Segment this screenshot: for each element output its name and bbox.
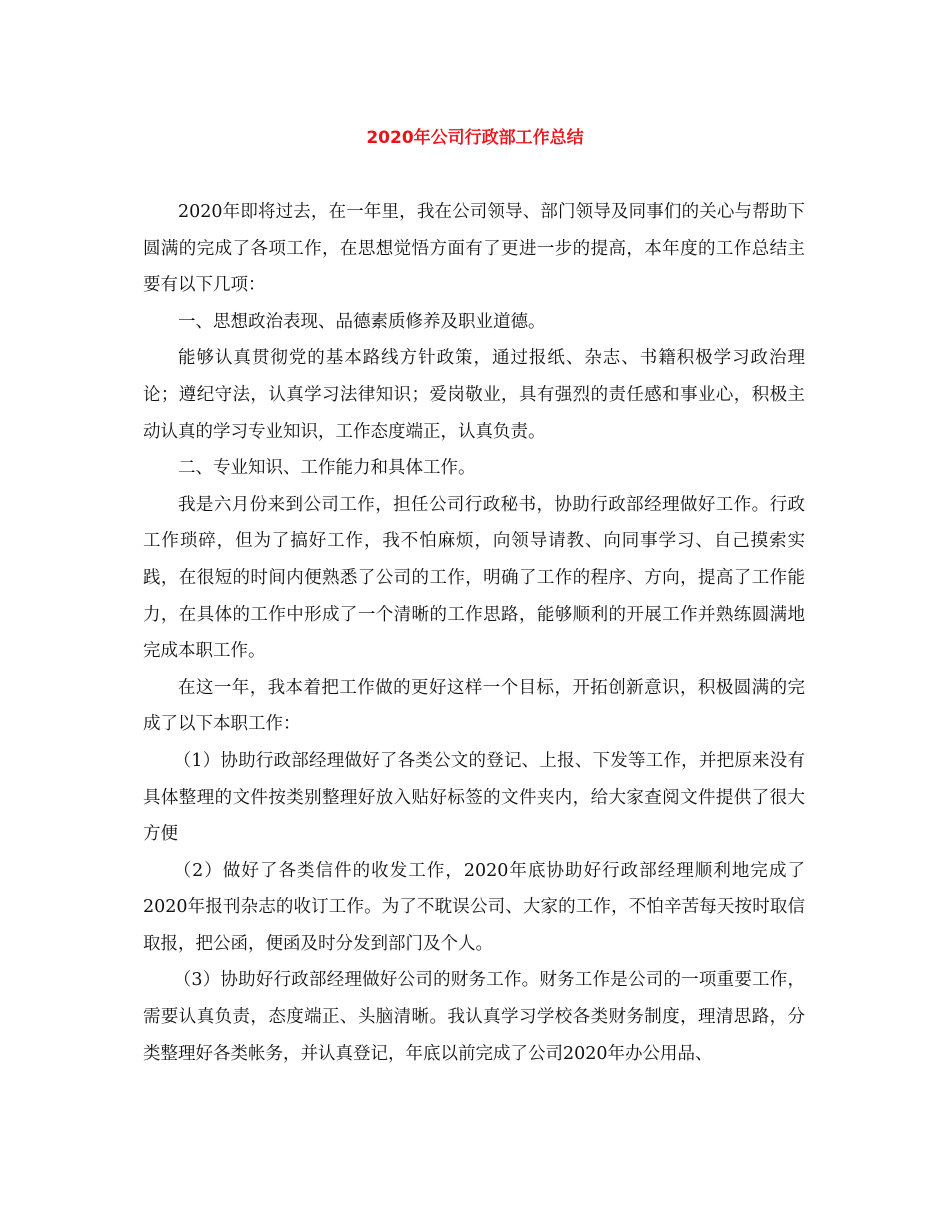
document-body <box>143 194 805 1072</box>
intro-paragraph: 2020年即将过去，在一年里，我在公司领导、部门领导及同事们的关心与帮助下圆满的完成了各项工作，在思想觉悟方面有了更进一步的提高，本年度的工作总结主要有以下几项： <box>143 202 805 296</box>
section-2-summary-paragraph: 在这一年，我本着把工作做的更好这样一个目标，开拓创新意识，积极圆满的完成了以下本职工作： <box>143 677 805 735</box>
section-heading-2: 二、专业知识、工作能力和具体工作。 <box>178 458 476 479</box>
list-item-3: （3）协助好行政部经理做好公司的财务工作。财务工作是公司的一项重要工作，需要认真负责，态度端正、头脑清晰。我认真学习学校各类财务制度，理清思路，分类整理好各类帐务，并认真登记，年底以前完成了公司2020年办公用品、 <box>143 970 805 1064</box>
page-title: 2020年公司行政部工作总结 <box>366 128 584 148</box>
list-item-2: （2）做好了各类信件的收发工作，2020年底协助好行政部经理顺利地完成了2020年报刊杂志的收订工作。为了不耽误公司、大家的工作，不怕辛苦每天按时取信取报，把公函，便函及时分发到部门及个人。 <box>143 860 805 954</box>
section-2-paragraph: 我是六月份来到公司工作，担任公司行政秘书，协助行政部经理做好工作。行政工作琐碎，但为了搞好工作，我不怕麻烦，向领导请教、向同事学习、自己摸索实践，在很短的时间内便熟悉了公司的工作，明确了工作的程序、方向，提高了工作能力，在具体的工作中形成了一个清晰的工作思路，能够顺利的开展工作并熟练圆满地完成本职工作。 <box>143 494 805 662</box>
list-item-1: （1）协助行政部经理做好了各类公文的登记、上报、下发等工作，并把原来没有具体整理的文件按类别整理好放入贴好标签的文件夹内，给大家查阅文件提供了很大方便 <box>143 750 805 845</box>
section-heading-1: 一、思想政治表现、品德素质修养及职业道德。 <box>178 311 546 332</box>
section-1-paragraph: 能够认真贯彻党的基本路线方针政策，通过报纸、杂志、书籍积极学习政治理论；遵纪守法，认真学习法律知识；爱岗敬业，具有强烈的责任感和事业心，积极主动认真的学习专业知识，工作态度端正，认真负责。 <box>143 348 805 442</box>
